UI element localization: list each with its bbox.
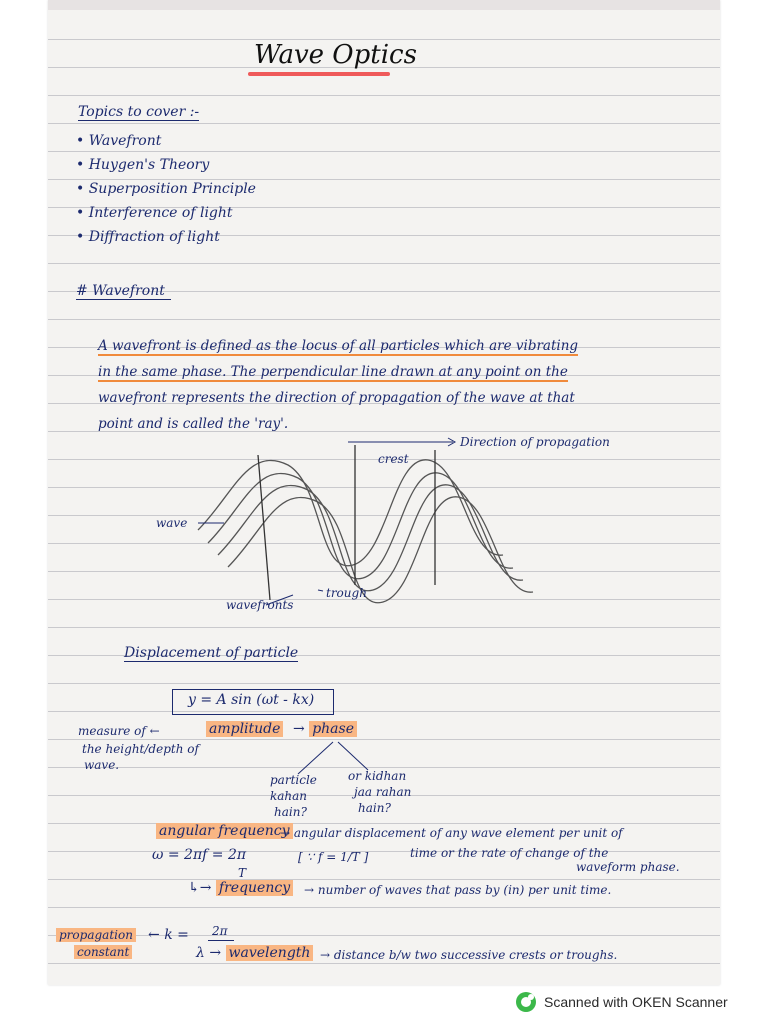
phase-note-right: hain? bbox=[358, 801, 391, 815]
frequency-desc: → number of waves that pass by (in) per unit time. bbox=[304, 883, 612, 897]
angular-frequency-term: angular frequency bbox=[156, 823, 293, 839]
definition-line: wavefront represents the direction of propagation of the wave at that bbox=[98, 390, 575, 406]
angular-desc: time or the rate of change of the bbox=[410, 846, 609, 860]
scanner-footer-text: Scanned with OKEN Scanner bbox=[544, 994, 728, 1010]
notebook-page bbox=[48, 0, 720, 985]
topic-item: • Wavefront bbox=[76, 133, 162, 149]
definition-line: A wavefront is defined as the locus of all particles which are vibrating bbox=[98, 338, 579, 354]
phase-note-right: or kidhan bbox=[348, 769, 407, 783]
direction-label: Direction of propagation bbox=[460, 435, 610, 449]
wavelength-desc: → distance b/w two successive crests or troughs. bbox=[320, 948, 618, 962]
amplitude-term: amplitude bbox=[206, 721, 283, 737]
fraction-bar bbox=[208, 940, 234, 941]
phase-note-left: kahan bbox=[270, 789, 308, 803]
topic-item: • Huygen's Theory bbox=[76, 157, 210, 173]
angular-desc: → angular displacement of any wave element per unit of bbox=[280, 826, 623, 840]
scanner-logo-icon bbox=[516, 992, 536, 1012]
topic-item: • Superposition Principle bbox=[76, 181, 256, 197]
trough-label: trough bbox=[326, 586, 367, 600]
phase-note-right: jaa rahan bbox=[354, 785, 412, 799]
frequency-row: ↳→ frequency bbox=[188, 880, 293, 896]
topics-heading: Topics to cover :- bbox=[78, 104, 200, 120]
amplitude-note: wave. bbox=[84, 758, 120, 772]
formula-note: [ ∵ f = 1/T ] bbox=[298, 850, 369, 864]
propagation-formula: ← k = bbox=[148, 927, 189, 943]
displacement-heading: Displacement of particle bbox=[124, 645, 299, 661]
page-title: Wave Optics bbox=[254, 40, 417, 70]
wavefronts-label: wavefronts bbox=[226, 598, 294, 612]
topic-item: • Interference of light bbox=[76, 205, 233, 221]
wave-label: wave bbox=[156, 516, 188, 530]
wavelength-row: λ → wavelength bbox=[196, 945, 313, 961]
definition-line: point and is called the 'ray'. bbox=[98, 416, 289, 432]
phase-note-left: particle bbox=[270, 773, 317, 787]
formula-numerator: 2π bbox=[212, 924, 228, 938]
phase-term: → phase bbox=[293, 721, 357, 737]
phase-note-left: hain? bbox=[274, 805, 307, 819]
propagation-term: constant bbox=[74, 945, 132, 959]
amplitude-note: the height/depth of bbox=[82, 742, 199, 756]
wave-curve bbox=[208, 473, 513, 579]
propagation-term: propagation bbox=[56, 928, 136, 942]
topic-item: • Diffraction of light bbox=[76, 229, 220, 245]
title-underline bbox=[248, 72, 390, 76]
angular-desc: waveform phase. bbox=[576, 860, 680, 874]
amplitude-note: measure of ← bbox=[78, 724, 160, 738]
crest-label: crest bbox=[378, 452, 409, 466]
wave-equation: y = A sin (ωt - kx) bbox=[188, 692, 315, 708]
definition-line: in the same phase. The perpendicular line drawn at any point on the bbox=[98, 364, 568, 380]
angular-formula: ω = 2πf = 2π bbox=[152, 847, 247, 863]
formula-denominator: T bbox=[238, 866, 247, 880]
section-heading: # Wavefront bbox=[76, 283, 171, 300]
scanner-footer bbox=[516, 990, 728, 1014]
